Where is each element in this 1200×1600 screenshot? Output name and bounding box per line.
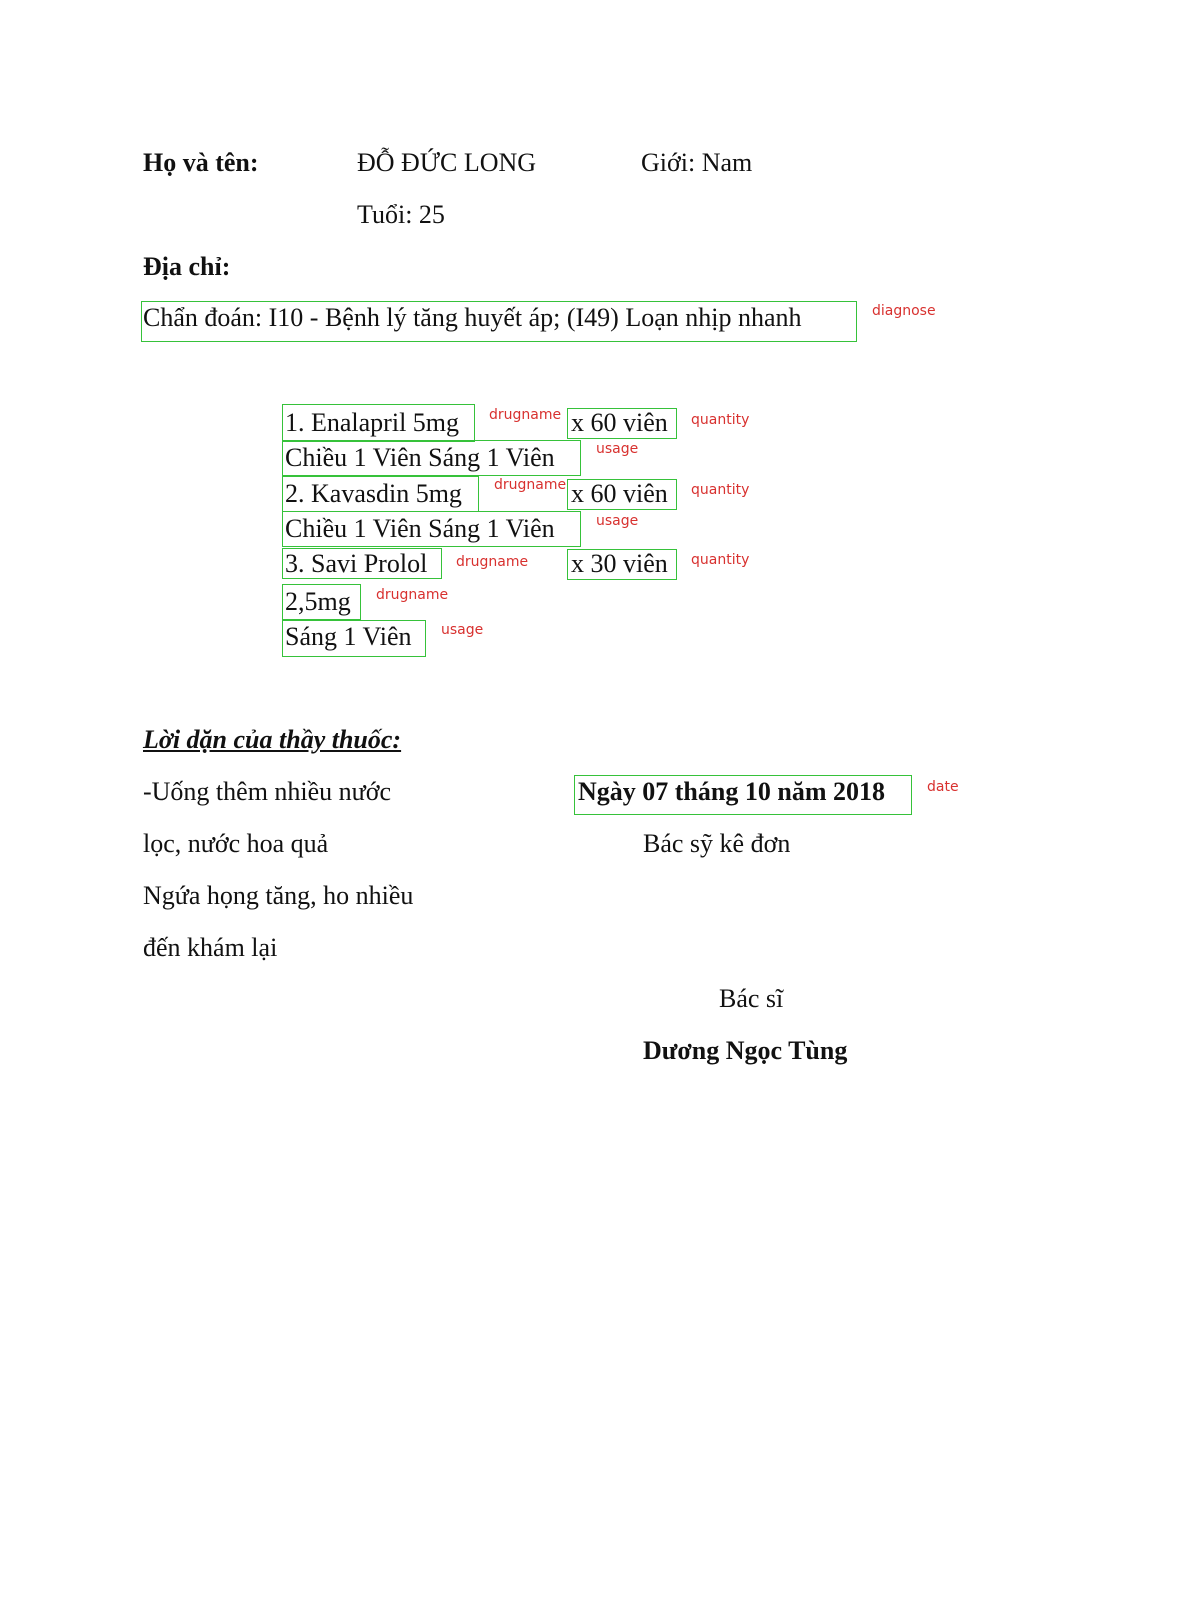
- advice-line: -Uống thêm nhiều nước: [143, 777, 392, 806]
- usage-tag: usage: [441, 622, 484, 638]
- drug-usage: Chiều 1 Viên Sáng 1 Viên: [285, 443, 555, 472]
- advice-title: Lời dặn của thầy thuốc:: [143, 725, 402, 754]
- drugname-tag: drugname: [489, 407, 562, 423]
- quantity-tag: quantity: [691, 552, 750, 568]
- patient-age: Tuổi: 25: [357, 200, 445, 229]
- drugname-tag: drugname: [376, 587, 449, 603]
- drug-quantity: x 30 viên: [571, 549, 668, 578]
- date-tag: date: [927, 779, 959, 795]
- name-label: Họ và tên:: [143, 148, 259, 177]
- drug-name-continued: 2,5mg: [285, 587, 351, 616]
- drug-name: 3. Savi Prolol: [285, 549, 428, 578]
- address-label: Địa chỉ:: [143, 252, 231, 281]
- patient-name: ĐỖ ĐỨC LONG: [357, 148, 537, 177]
- drug-usage: Chiều 1 Viên Sáng 1 Viên: [285, 514, 555, 543]
- advice-line: Ngứa họng tăng, ho nhiều: [143, 881, 414, 910]
- diagnosis-text: Chẩn đoán: I10 - Bệnh lý tăng huyết áp; (I49) Loạn nhịp nhanh: [143, 303, 802, 332]
- doctor-name: Dương Ngọc Tùng: [643, 1036, 848, 1065]
- drug-quantity: x 60 viên: [571, 479, 668, 508]
- signer-role: Bác sỹ kê đơn: [643, 829, 791, 858]
- doctor-title: Bác sĩ: [719, 984, 784, 1013]
- advice-line: đến khám lại: [143, 933, 278, 962]
- drugname-tag: drugname: [494, 477, 567, 493]
- drug-name: 2. Kavasdin 5mg: [285, 479, 462, 508]
- prescription-date: Ngày 07 tháng 10 năm 2018: [578, 777, 885, 806]
- drug-quantity: x 60 viên: [571, 408, 668, 437]
- diagnose-tag: diagnose: [872, 303, 936, 319]
- advice-line: lọc, nước hoa quả: [143, 829, 329, 858]
- usage-tag: usage: [596, 441, 639, 457]
- usage-tag: usage: [596, 513, 639, 529]
- drug-usage: Sáng 1 Viên: [285, 622, 412, 651]
- drugname-tag: drugname: [456, 554, 529, 570]
- drug-name: 1. Enalapril 5mg: [285, 408, 460, 437]
- patient-gender: Giới: Nam: [641, 148, 753, 177]
- quantity-tag: quantity: [691, 482, 750, 498]
- quantity-tag: quantity: [691, 412, 750, 428]
